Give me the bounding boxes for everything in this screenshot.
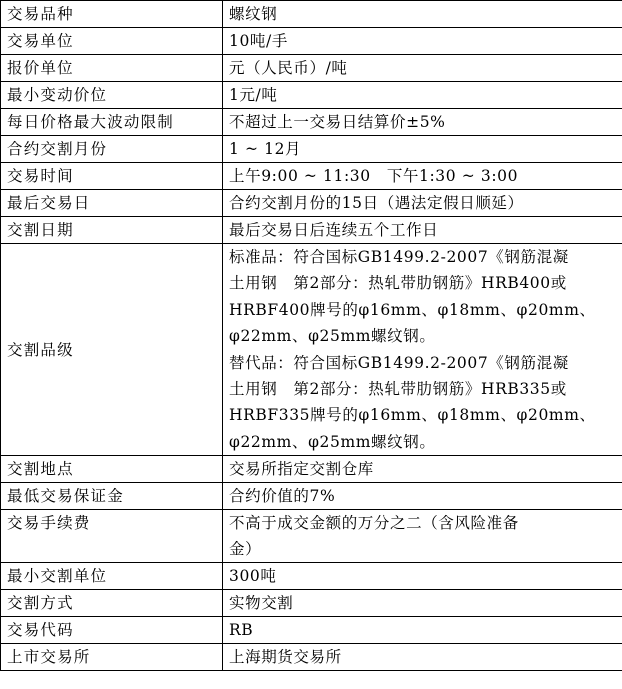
row-label: 交易品种 — [1, 1, 223, 28]
row-label: 最小交割单位 — [1, 563, 223, 590]
table-row — [1, 82, 622, 109]
table-row — [1, 644, 622, 671]
row-label: 交割地点 — [1, 456, 223, 483]
table-row — [1, 190, 622, 217]
row-value: 元（人民币）/吨 — [223, 55, 622, 82]
row-value: 300吨 — [223, 563, 622, 590]
table-row — [1, 109, 622, 136]
row-label: 交割方式 — [1, 590, 223, 617]
grade-line: 替代品：符合国标GB1499.2-2007《钢筋混凝 — [229, 353, 569, 372]
fee-line: 不高于成交金额的万分之二（含风险准备 — [229, 514, 519, 533]
row-label: 交割日期 — [1, 217, 223, 244]
table-row — [1, 456, 622, 483]
table-row — [1, 244, 622, 456]
row-value: 合约交割月份的15日（遇法定假日顺延） — [223, 190, 622, 217]
table-row — [1, 28, 622, 55]
row-label: 交易手续费 — [1, 510, 223, 563]
row-label: 报价单位 — [1, 55, 223, 82]
grade-line: 土用钢 第2部分：热轧带肋钢筋》HRB400或 — [229, 274, 567, 293]
row-label: 交易单位 — [1, 28, 223, 55]
grade-line: φ22mm、φ25mm螺纹钢。 — [229, 327, 436, 346]
row-value: RB — [223, 617, 622, 644]
row-value: 上海期货交易所 — [223, 644, 622, 671]
row-value: 1 ~ 12月 — [223, 136, 622, 163]
row-value: 实物交割 — [223, 590, 622, 617]
row-value: 交易所指定交割仓库 — [223, 456, 622, 483]
row-value: 最后交易日后连续五个工作日 — [223, 217, 622, 244]
row-value: 1元/吨 — [223, 82, 622, 109]
row-value: 螺纹钢 — [223, 1, 622, 28]
table-row — [1, 563, 622, 590]
row-label: 最后交易日 — [1, 190, 223, 217]
row-value — [223, 510, 622, 563]
table-row — [1, 590, 622, 617]
row-value: 10吨/手 — [223, 28, 622, 55]
row-label: 最低交易保证金 — [1, 483, 223, 510]
table-row — [1, 510, 622, 563]
row-value: 上午9:00 ~ 11:30 下午1:30 ~ 3:00 — [223, 163, 622, 190]
table-row — [1, 55, 622, 82]
table-row — [1, 217, 622, 244]
row-label: 交易时间 — [1, 163, 223, 190]
table-row — [1, 1, 622, 28]
grade-line: φ22mm、φ25mm螺纹钢。 — [229, 432, 436, 451]
grade-line: 标准品：符合国标GB1499.2-2007《钢筋混凝 — [229, 248, 569, 266]
row-label: 每日价格最大波动限制 — [1, 109, 223, 136]
row-label: 上市交易所 — [1, 644, 223, 671]
row-label: 最小变动价位 — [1, 82, 223, 109]
fee-line: 金） — [229, 540, 262, 559]
row-value: 不超过上一交易日结算价±5% — [223, 109, 622, 136]
row-label: 交易代码 — [1, 617, 223, 644]
grade-line: 土用钢 第2部分：热轧带肋钢筋》HRB335或 — [229, 380, 567, 399]
table-row — [1, 617, 622, 644]
row-value: 合约价值的7% — [223, 483, 622, 510]
grade-line: HRBF400牌号的φ16mm、φ18mm、φ20mm、 — [229, 300, 596, 319]
row-value — [223, 244, 622, 456]
table-row — [1, 483, 622, 510]
grade-line: HRBF335牌号的φ16mm、φ18mm、φ20mm、 — [229, 406, 596, 425]
row-label: 合约交割月份 — [1, 136, 223, 163]
row-label: 交割品级 — [1, 244, 223, 456]
table-row — [1, 163, 622, 190]
table-row — [1, 136, 622, 163]
